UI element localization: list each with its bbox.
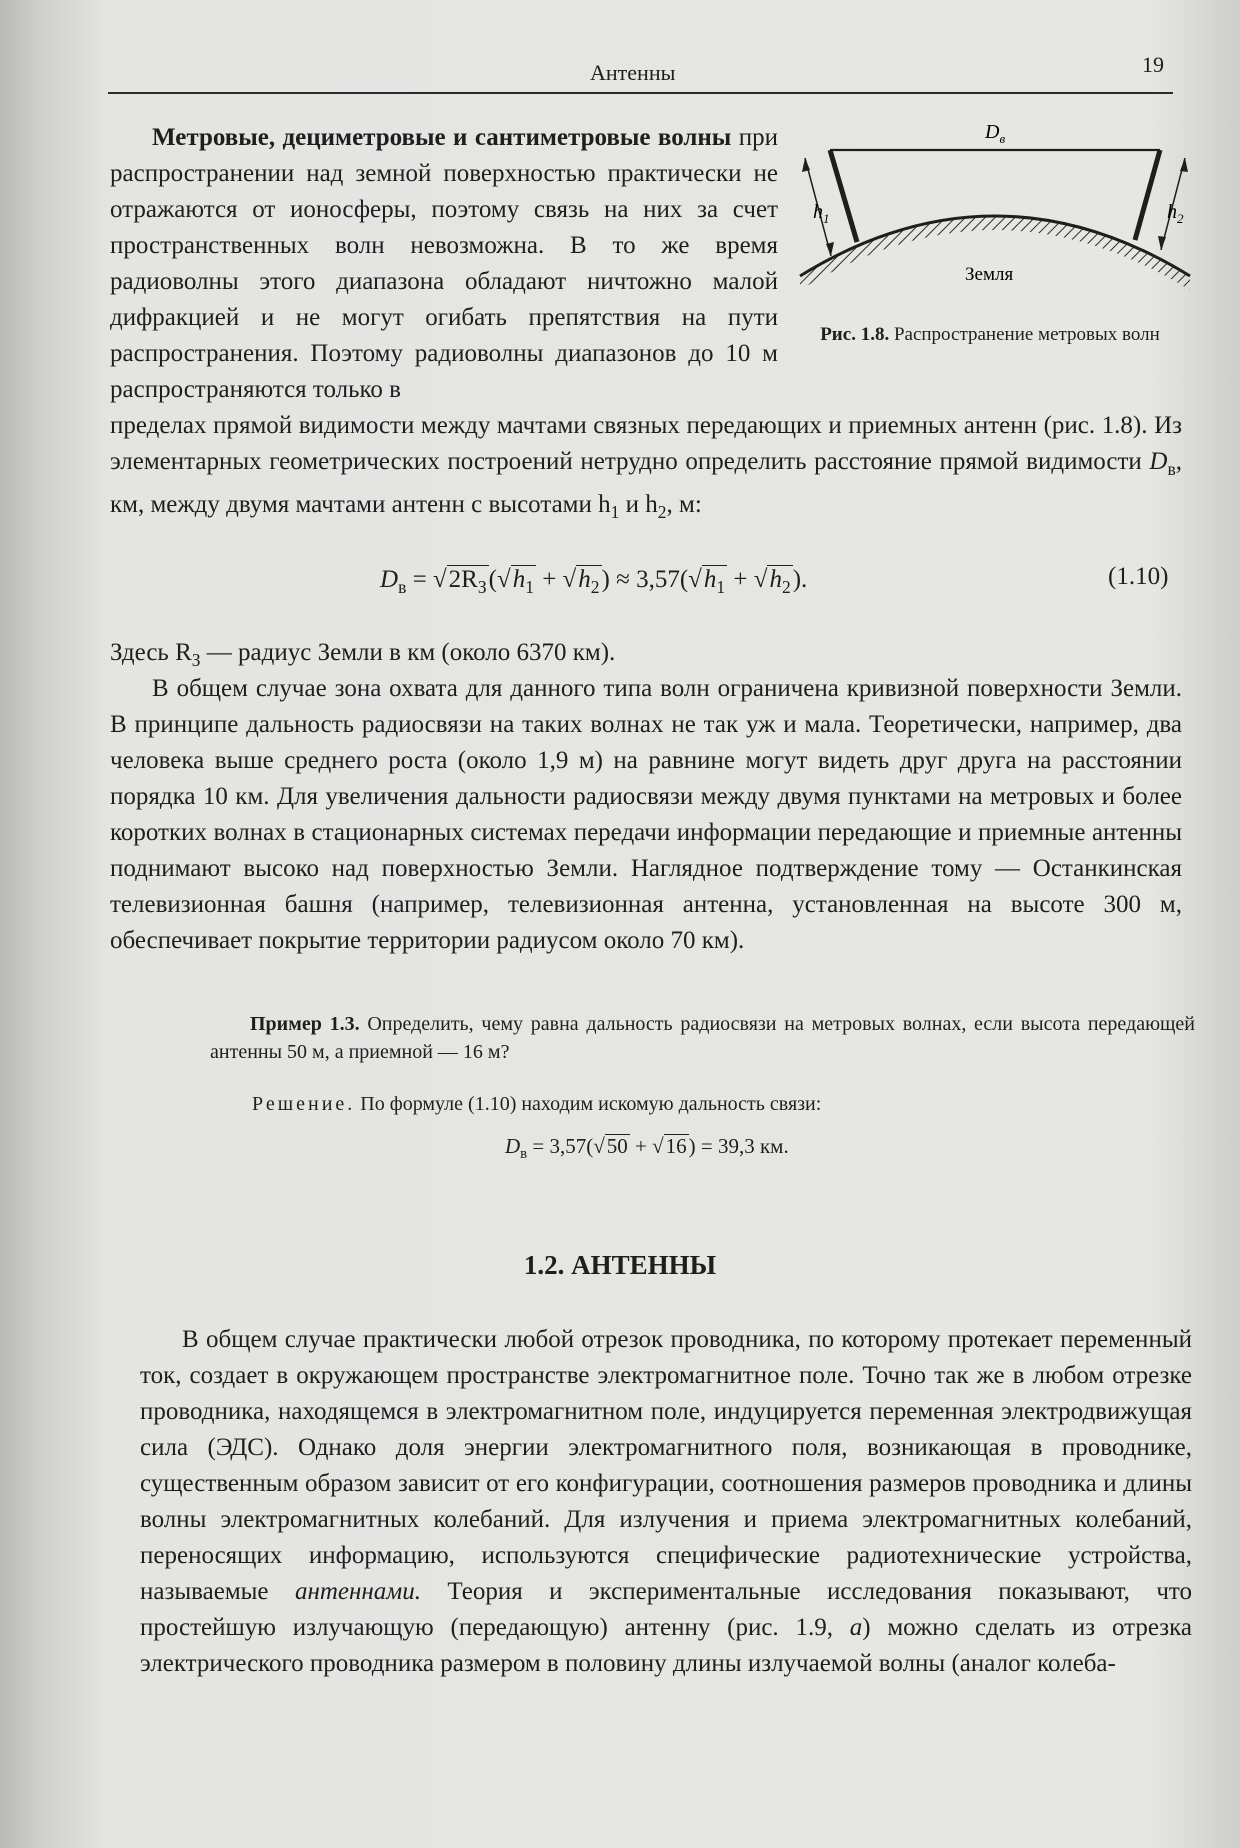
mast-1 (830, 150, 857, 242)
example-text: Определить, чему равна дальность радиосвязи на метровых волнах, если высота передающей антенны 50 м, а приемной — 16 м? (210, 1013, 1196, 1063)
formula-approx: ≈ 3,57( (609, 566, 689, 593)
solution-label: Решение. (252, 1093, 356, 1115)
figure-caption (820, 323, 1160, 347)
intro-text-after: , км, между двумя мачтами антенн с высотами h (110, 448, 1182, 518)
example-sqrt-b: 16 (665, 1134, 687, 1158)
label-h1: $h_1$ (813, 201, 830, 226)
antenna-italic: антеннами. (294, 1578, 422, 1605)
example-formula: $D_в = 3,57(√50 + √16) = 39,3$ км. (505, 1134, 789, 1163)
intro-text-narrow: при распространении над земной поверхностью практически не отражаются от ионосферы, поэтому связь на них за счет пространственных волн невозможна. В то же время радиоволны этого диапазона обладают ничтожно малой дифракцией и не могут огибать препятствия на пути распространения. Поэтому радиоволны диапазонов до 10 м распространяются только в (110, 124, 778, 403)
label-h2: $h_2$ (1167, 201, 1184, 226)
running-header: Антенны (590, 60, 676, 85)
figure-number: Рис. 1.8. (820, 324, 890, 345)
label-dv: $D_в$ (985, 121, 1006, 146)
intro-sub-1: 1 (610, 502, 620, 522)
radius-note-text: Здесь R (110, 639, 192, 666)
earth-label: Земля (965, 264, 1014, 285)
antenna-text-before: В общем случае практически любой отрезок проводника, по которому протекает переменный ток, создает в окружающем пространстве электромагнитное поле. Точно так же в любом отрезке проводника, находящемся в электромагнитном поле, индуцируется переменная электродвижущая сила (ЭДС). Однако доля энергии электромагнитного поля, возникающая в проводнике, существенным образом зависит от его конфигурации, соотношения размеров проводника и длины волны электромагнитных колебаний. Для излучения и приема электромагнитных колебаний, переносящих информацию, используются специфические радиотехнические устройства, называемые (140, 1326, 1192, 1605)
intro-and: и h (619, 491, 658, 518)
radius-note-after: — радиус Земли в км (около 6370 км). (200, 639, 616, 666)
page-number: 19 (1142, 52, 1164, 77)
intro-text-wide: пределах прямой видимости между мачтами связных передающих и приемных антенн (рис. 1.8). Из элементарных геометрических построений нетрудно определить расстояние прямой видимости (110, 412, 1182, 475)
intro-bold-lead: Метровые, дециметровые и сантиметровые волны (152, 124, 732, 151)
antenna-italic-a: а (849, 1614, 863, 1641)
example-formula-mid: = 3,57( (527, 1134, 594, 1158)
header-rule (108, 92, 1173, 94)
formula-eq: = (406, 566, 433, 593)
formula-lhs-sub: в (398, 577, 407, 597)
figure-caption-text: Распространение метровых волн (889, 324, 1160, 345)
mast-2 (1135, 150, 1160, 240)
example-1-3 (210, 1010, 1195, 1066)
antenna-text-end: ) можно сделать из отрезка электрического проводника размером в половину длины излучаемой волны (аналог колеба- (140, 1614, 1192, 1677)
example-label: Пример 1.3. (250, 1013, 360, 1035)
example-solution (252, 1090, 1192, 1118)
radius-note-sub: З (191, 650, 201, 670)
intro-paragraph-narrow (110, 120, 778, 408)
solution-text: По формуле (1.10) находим искомую дальность связи: (355, 1093, 822, 1115)
intro-colon: , м: (666, 491, 702, 518)
formula-lhs: D (380, 566, 399, 593)
section-heading: 1.2. АНТЕННЫ (523, 1250, 717, 1280)
antenna-text-after: Теория и экспериментальные исследования показывают, что простейшую излучающую (передающую) антенну (рис. 1.9, (140, 1578, 1193, 1641)
formula-number: (1.10) (1108, 563, 1169, 590)
formula-r-sub: З (477, 577, 487, 597)
intro-sub-v: в (1167, 459, 1176, 479)
formula-r-term: 2R (448, 566, 478, 593)
example-sqrt-a: 50 (606, 1134, 628, 1158)
antenna-paragraph (140, 1322, 1192, 1682)
example-formula-lhs-sub: в (520, 1146, 528, 1163)
intro-paragraph-wide: пределах прямой видимости между мачтами связных передающих и приемных антенн (рис. 1.8). Из элементарных геометрических построений нетрудно определить расстояние прямой видимости $D_в$, км, между двумя мачтами антенн с высотами $h_1$ и $h_2$, м: (110, 412, 1182, 522)
example-formula-lhs: D (505, 1134, 521, 1158)
coverage-paragraph: В общем случае зона охвата для данного типа волн ограничена кривизной поверхности Земли. В принципе дальность радиосвязи на таких волнах не так уж и мала. Теоретически, например, два человека выше среднего роста (около 1,9 м) на равнине могут видеть друг друга на расстоянии порядка 10 км. Для увеличения дальности радиосвязи между двумя пунктами на метровых и более коротких волнах в стационарных системах передачи информации передающие и приемные антенны поднимают высоко над поверхностью Земли. Наглядное подтверждение тому — Останкинская телевизионная башня (например, телевизионная антенна, установленная на высоте 300 м, обеспечивает покрытие территории радиусом около 70 км). (110, 675, 1182, 954)
intro-sub-2: 2 (657, 502, 667, 522)
formula-1-10: $D_в = √2R_З(√h_1 + √h_2) \approx 3,57(√h_1 + √h_2)$. (380, 566, 808, 597)
example-formula-rhs: ) = 39,3 км. (688, 1134, 789, 1158)
